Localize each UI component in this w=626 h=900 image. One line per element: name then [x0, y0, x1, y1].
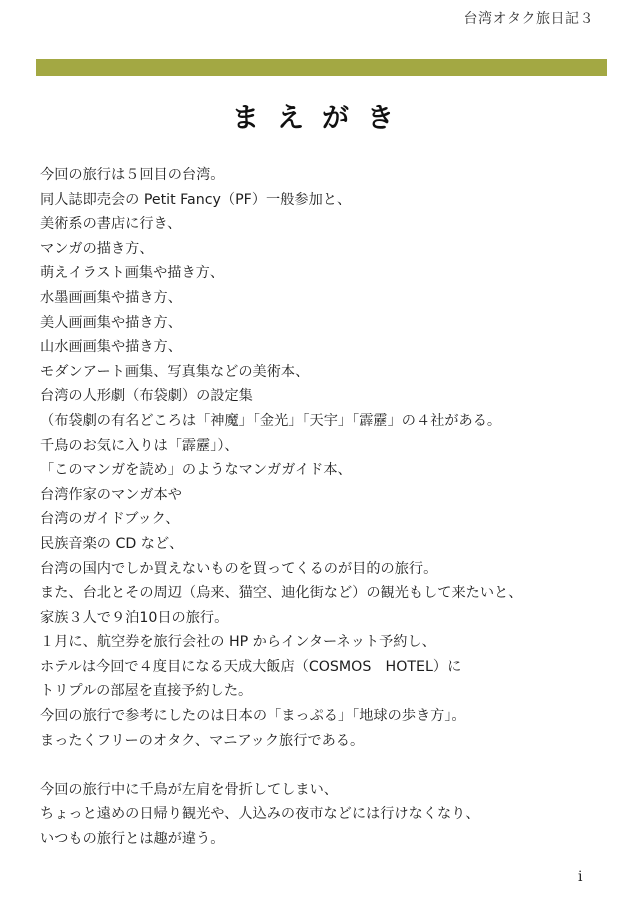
text-line: 台湾の人形劇（布袋劇）の設定集	[40, 388, 253, 405]
text-line: 台湾作家のマンガ本や	[40, 486, 182, 503]
text-line: 美人画画集や描き方、	[40, 314, 182, 331]
text-line: 今回の旅行は５回目の台湾。	[40, 167, 225, 183]
text-line: 千鳥のお気に入りは「霹靂」）、	[40, 437, 239, 454]
text-line: 今回の旅行で参考にしたのは日本の「まっぷる」「地球の歩き方」。	[40, 708, 466, 725]
paragraph-break	[40, 753, 610, 778]
text-line: まったくフリーのオタク、マニアック旅行である。	[40, 732, 365, 749]
text-line: モダンアート画集、写真集などの美術本、	[40, 363, 310, 380]
text-line: 「このマンガを読め」のようなマンガガイド本、	[40, 462, 352, 479]
text-line: 家族３人で９泊10日の旅行。	[40, 609, 229, 626]
page-title: まえがき	[232, 103, 412, 134]
page-number: i	[578, 869, 583, 885]
text-line: 台湾の国内でしか買えないものを買ってくるのが目的の旅行。	[40, 560, 438, 577]
text-line: 台湾のガイドブック、	[40, 511, 180, 528]
text-line: （布袋劇の有名どころは「神魔」「金光」「天宇」「霹靂」の４社がある。	[40, 412, 502, 429]
text-line: 民族音楽の CD など、	[40, 535, 184, 552]
body-text	[40, 163, 610, 852]
text-line: 萌えイラスト画集や描き方、	[40, 265, 225, 282]
text-line: 水墨画画集や描き方、	[40, 289, 182, 306]
text-line: トリプルの部屋を直接予約した。	[40, 683, 253, 700]
text-line: いつもの旅行とは趣が違う。	[40, 831, 225, 848]
header-band	[36, 59, 607, 76]
text-line: また、台北とその周辺（烏来、猫空、迪化街など）の観光もして来たいと、	[40, 585, 523, 602]
text-line: １月に、航空券を旅行会社の HP からインターネット予約し、	[40, 634, 436, 651]
text-line: ちょっと遠めの日帰り観光や、人込みの夜市などには行けなくなり、	[40, 806, 480, 823]
text-line: ホテルは今回で４度目になる天成大飯店（COSMOS HOTEL）に	[40, 658, 462, 675]
text-line: 同人誌即売会の Petit Fancy（PF）一般参加と、	[40, 191, 352, 208]
text-line: 今回の旅行中に千鳥が左肩を骨折してしまい、	[40, 781, 338, 798]
text-line: マンガの描き方、	[40, 240, 154, 257]
text-line: 美術系の書店に行き、	[40, 216, 182, 233]
running-header: 台湾オタク旅日記３	[463, 11, 594, 27]
text-line: 山水画画集や描き方、	[40, 339, 182, 356]
